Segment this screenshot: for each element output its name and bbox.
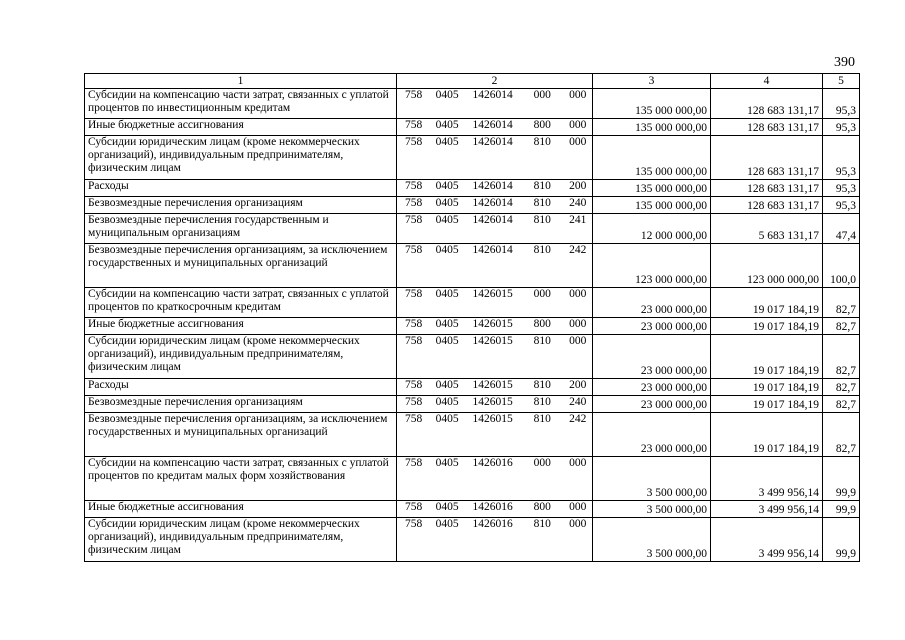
row-fact-amount: 19 017 184,19 (711, 318, 823, 335)
code-part: 758 (404, 413, 423, 425)
code-part: 810 (533, 379, 551, 391)
table-row (85, 119, 860, 136)
header-cell: 2 (397, 74, 593, 89)
row-name: Иные бюджетные ассигнования (85, 318, 397, 335)
row-fact-amount: 128 683 131,17 (711, 136, 823, 180)
code-part: 758 (404, 457, 423, 469)
row-name: Субсидии юридическим лицам (кроме некоммерческих организаций), индивидуальным предпринимателям, физическим лицам (85, 136, 397, 180)
table-row (85, 501, 860, 518)
row-plan-amount: 135 000 000,00 (593, 119, 711, 136)
row-plan-amount: 23 000 000,00 (593, 335, 711, 379)
code-part: 000 (569, 119, 587, 131)
table-row (85, 197, 860, 214)
code-part: 758 (404, 379, 423, 391)
row-percent: 99,9 (823, 457, 860, 501)
row-fact-amount: 128 683 131,17 (711, 89, 823, 119)
row-plan-amount: 12 000 000,00 (593, 214, 711, 244)
code-part: 0405 (435, 214, 459, 226)
code-part: 810 (533, 197, 551, 209)
row-fact-amount: 3 499 956,14 (711, 457, 823, 501)
row-fact-amount: 19 017 184,19 (711, 335, 823, 379)
code-part: 758 (404, 89, 423, 101)
row-codes (397, 396, 593, 413)
code-part: 800 (533, 501, 551, 513)
code-part: 000 (569, 89, 587, 101)
code-part: 000 (569, 457, 587, 469)
code-part: 1426014 (472, 180, 513, 192)
code-part: 1426015 (472, 288, 513, 300)
code-part: 758 (404, 518, 423, 530)
row-codes (397, 318, 593, 335)
header-cell: 3 (593, 74, 711, 89)
row-plan-amount: 23 000 000,00 (593, 318, 711, 335)
row-fact-amount: 19 017 184,19 (711, 288, 823, 318)
row-codes (397, 413, 593, 457)
code-part: 758 (404, 244, 423, 256)
code-part: 810 (533, 244, 551, 256)
code-part: 0405 (435, 518, 459, 530)
code-part: 000 (569, 501, 587, 513)
row-name: Субсидии юридическим лицам (кроме некоммерческих организаций), индивидуальным предпринимателям, физическим лицам (85, 335, 397, 379)
row-fact-amount: 3 499 956,14 (711, 501, 823, 518)
row-fact-amount: 128 683 131,17 (711, 180, 823, 197)
code-part: 1426014 (472, 244, 513, 256)
row-codes (397, 214, 593, 244)
row-plan-amount: 23 000 000,00 (593, 413, 711, 457)
row-codes (397, 119, 593, 136)
code-part: 758 (404, 288, 423, 300)
table-row (85, 244, 860, 288)
code-part: 800 (533, 119, 551, 131)
row-fact-amount: 123 000 000,00 (711, 244, 823, 288)
row-name: Расходы (85, 180, 397, 197)
code-part: 810 (533, 180, 551, 192)
code-part: 800 (533, 318, 551, 330)
code-part: 000 (569, 136, 587, 148)
table-row (85, 180, 860, 197)
row-percent: 99,9 (823, 501, 860, 518)
code-part: 1426014 (472, 197, 513, 209)
table-row (85, 413, 860, 457)
code-part: 0405 (435, 244, 459, 256)
code-part: 240 (569, 197, 587, 209)
code-part: 0405 (435, 180, 459, 192)
code-part: 810 (533, 335, 551, 347)
code-part: 1426014 (472, 89, 513, 101)
row-fact-amount: 128 683 131,17 (711, 197, 823, 214)
row-name: Иные бюджетные ассигнования (85, 119, 397, 136)
row-fact-amount: 128 683 131,17 (711, 119, 823, 136)
code-part: 810 (533, 413, 551, 425)
code-part: 0405 (435, 396, 459, 408)
row-percent: 95,3 (823, 89, 860, 119)
code-part: 0405 (435, 501, 459, 513)
row-name: Безвозмездные перечисления организациям (85, 396, 397, 413)
table-row (85, 396, 860, 413)
row-codes (397, 379, 593, 396)
code-part: 000 (533, 457, 551, 469)
row-codes (397, 288, 593, 318)
table-row (85, 518, 860, 562)
row-codes (397, 335, 593, 379)
row-percent: 82,7 (823, 396, 860, 413)
row-percent: 82,7 (823, 288, 860, 318)
row-name: Безвозмездные перечисления организациям, за исключением государственных и муниципальных организаций (85, 244, 397, 288)
row-name: Субсидии на компенсацию части затрат, связанных с уплатой процентов по кредитам малых форм хозяйствования (85, 457, 397, 501)
table-row (85, 288, 860, 318)
row-name: Субсидии юридическим лицам (кроме некоммерческих организаций), индивидуальным предпринимателям, физическим лицам (85, 518, 397, 562)
page-number: 390 (834, 55, 855, 70)
code-part: 758 (404, 119, 423, 131)
row-percent: 95,3 (823, 197, 860, 214)
code-part: 758 (404, 396, 423, 408)
code-part: 0405 (435, 413, 459, 425)
row-percent: 95,3 (823, 180, 860, 197)
table-row (85, 379, 860, 396)
code-part: 0405 (435, 119, 459, 131)
row-percent: 47,4 (823, 214, 860, 244)
row-plan-amount: 123 000 000,00 (593, 244, 711, 288)
code-part: 1426014 (472, 136, 513, 148)
row-fact-amount: 19 017 184,19 (711, 396, 823, 413)
row-codes (397, 180, 593, 197)
code-part: 240 (569, 396, 587, 408)
code-part: 810 (533, 214, 551, 226)
row-plan-amount: 23 000 000,00 (593, 379, 711, 396)
code-part: 000 (569, 288, 587, 300)
header-cell: 1 (85, 74, 397, 89)
row-percent: 82,7 (823, 379, 860, 396)
code-part: 241 (569, 214, 587, 226)
row-name: Безвозмездные перечисления организациям (85, 197, 397, 214)
row-name: Субсидии на компенсацию части затрат, связанных с уплатой процентов по инвестиционным кредитам (85, 89, 397, 119)
code-part: 810 (533, 518, 551, 530)
code-part: 200 (569, 379, 587, 391)
row-percent: 100,0 (823, 244, 860, 288)
code-part: 242 (569, 244, 587, 256)
row-plan-amount: 23 000 000,00 (593, 396, 711, 413)
header-cell: 5 (823, 74, 860, 89)
code-part: 758 (404, 197, 423, 209)
code-part: 1426014 (472, 119, 513, 131)
code-part: 810 (533, 396, 551, 408)
row-percent: 82,7 (823, 413, 860, 457)
row-plan-amount: 135 000 000,00 (593, 180, 711, 197)
code-part: 810 (533, 136, 551, 148)
code-part: 0405 (435, 136, 459, 148)
code-part: 758 (404, 136, 423, 148)
row-name: Безвозмездные перечисления государственным и муниципальным организациям (85, 214, 397, 244)
code-part: 0405 (435, 288, 459, 300)
code-part: 1426015 (472, 335, 513, 347)
row-plan-amount: 3 500 000,00 (593, 518, 711, 562)
row-percent: 95,3 (823, 136, 860, 180)
code-part: 1426016 (472, 457, 513, 469)
row-name: Безвозмездные перечисления организациям, за исключением государственных и муниципальных организаций (85, 413, 397, 457)
code-part: 758 (404, 180, 423, 192)
code-part: 1426014 (472, 214, 513, 226)
header-cell: 4 (711, 74, 823, 89)
row-codes (397, 457, 593, 501)
code-part: 242 (569, 413, 587, 425)
row-percent: 99,9 (823, 518, 860, 562)
row-codes (397, 244, 593, 288)
code-part: 758 (404, 501, 423, 513)
code-part: 1426015 (472, 318, 513, 330)
row-percent: 82,7 (823, 318, 860, 335)
row-percent: 95,3 (823, 119, 860, 136)
table-row (85, 335, 860, 379)
code-part: 1426015 (472, 413, 513, 425)
row-fact-amount: 19 017 184,19 (711, 379, 823, 396)
row-plan-amount: 23 000 000,00 (593, 288, 711, 318)
row-plan-amount: 3 500 000,00 (593, 457, 711, 501)
row-fact-amount: 19 017 184,19 (711, 413, 823, 457)
code-part: 1426015 (472, 396, 513, 408)
table-row (85, 318, 860, 335)
code-part: 758 (404, 214, 423, 226)
code-part: 000 (569, 518, 587, 530)
code-part: 0405 (435, 89, 459, 101)
code-part: 0405 (435, 318, 459, 330)
row-codes (397, 197, 593, 214)
row-codes (397, 501, 593, 518)
row-plan-amount: 3 500 000,00 (593, 501, 711, 518)
code-part: 1426016 (472, 518, 513, 530)
row-codes (397, 518, 593, 562)
code-part: 0405 (435, 379, 459, 391)
code-part: 1426016 (472, 501, 513, 513)
budget-table (84, 73, 860, 562)
code-part: 0405 (435, 457, 459, 469)
code-part: 0405 (435, 197, 459, 209)
row-plan-amount: 135 000 000,00 (593, 89, 711, 119)
table-row (85, 457, 860, 501)
code-part: 0405 (435, 335, 459, 347)
row-codes (397, 89, 593, 119)
code-part: 758 (404, 318, 423, 330)
row-plan-amount: 135 000 000,00 (593, 197, 711, 214)
row-name: Субсидии на компенсацию части затрат, связанных с уплатой процентов по краткосрочным кредитам (85, 288, 397, 318)
table-row (85, 89, 860, 119)
row-fact-amount: 5 683 131,17 (711, 214, 823, 244)
row-fact-amount: 3 499 956,14 (711, 518, 823, 562)
row-name: Расходы (85, 379, 397, 396)
code-part: 000 (533, 288, 551, 300)
code-part: 000 (569, 318, 587, 330)
table-row (85, 214, 860, 244)
code-part: 1426015 (472, 379, 513, 391)
row-codes (397, 136, 593, 180)
table-row (85, 136, 860, 180)
row-plan-amount: 135 000 000,00 (593, 136, 711, 180)
table-header-row (85, 74, 860, 89)
row-name: Иные бюджетные ассигнования (85, 501, 397, 518)
code-part: 000 (569, 335, 587, 347)
code-part: 000 (533, 89, 551, 101)
row-percent: 82,7 (823, 335, 860, 379)
code-part: 200 (569, 180, 587, 192)
code-part: 758 (404, 335, 423, 347)
